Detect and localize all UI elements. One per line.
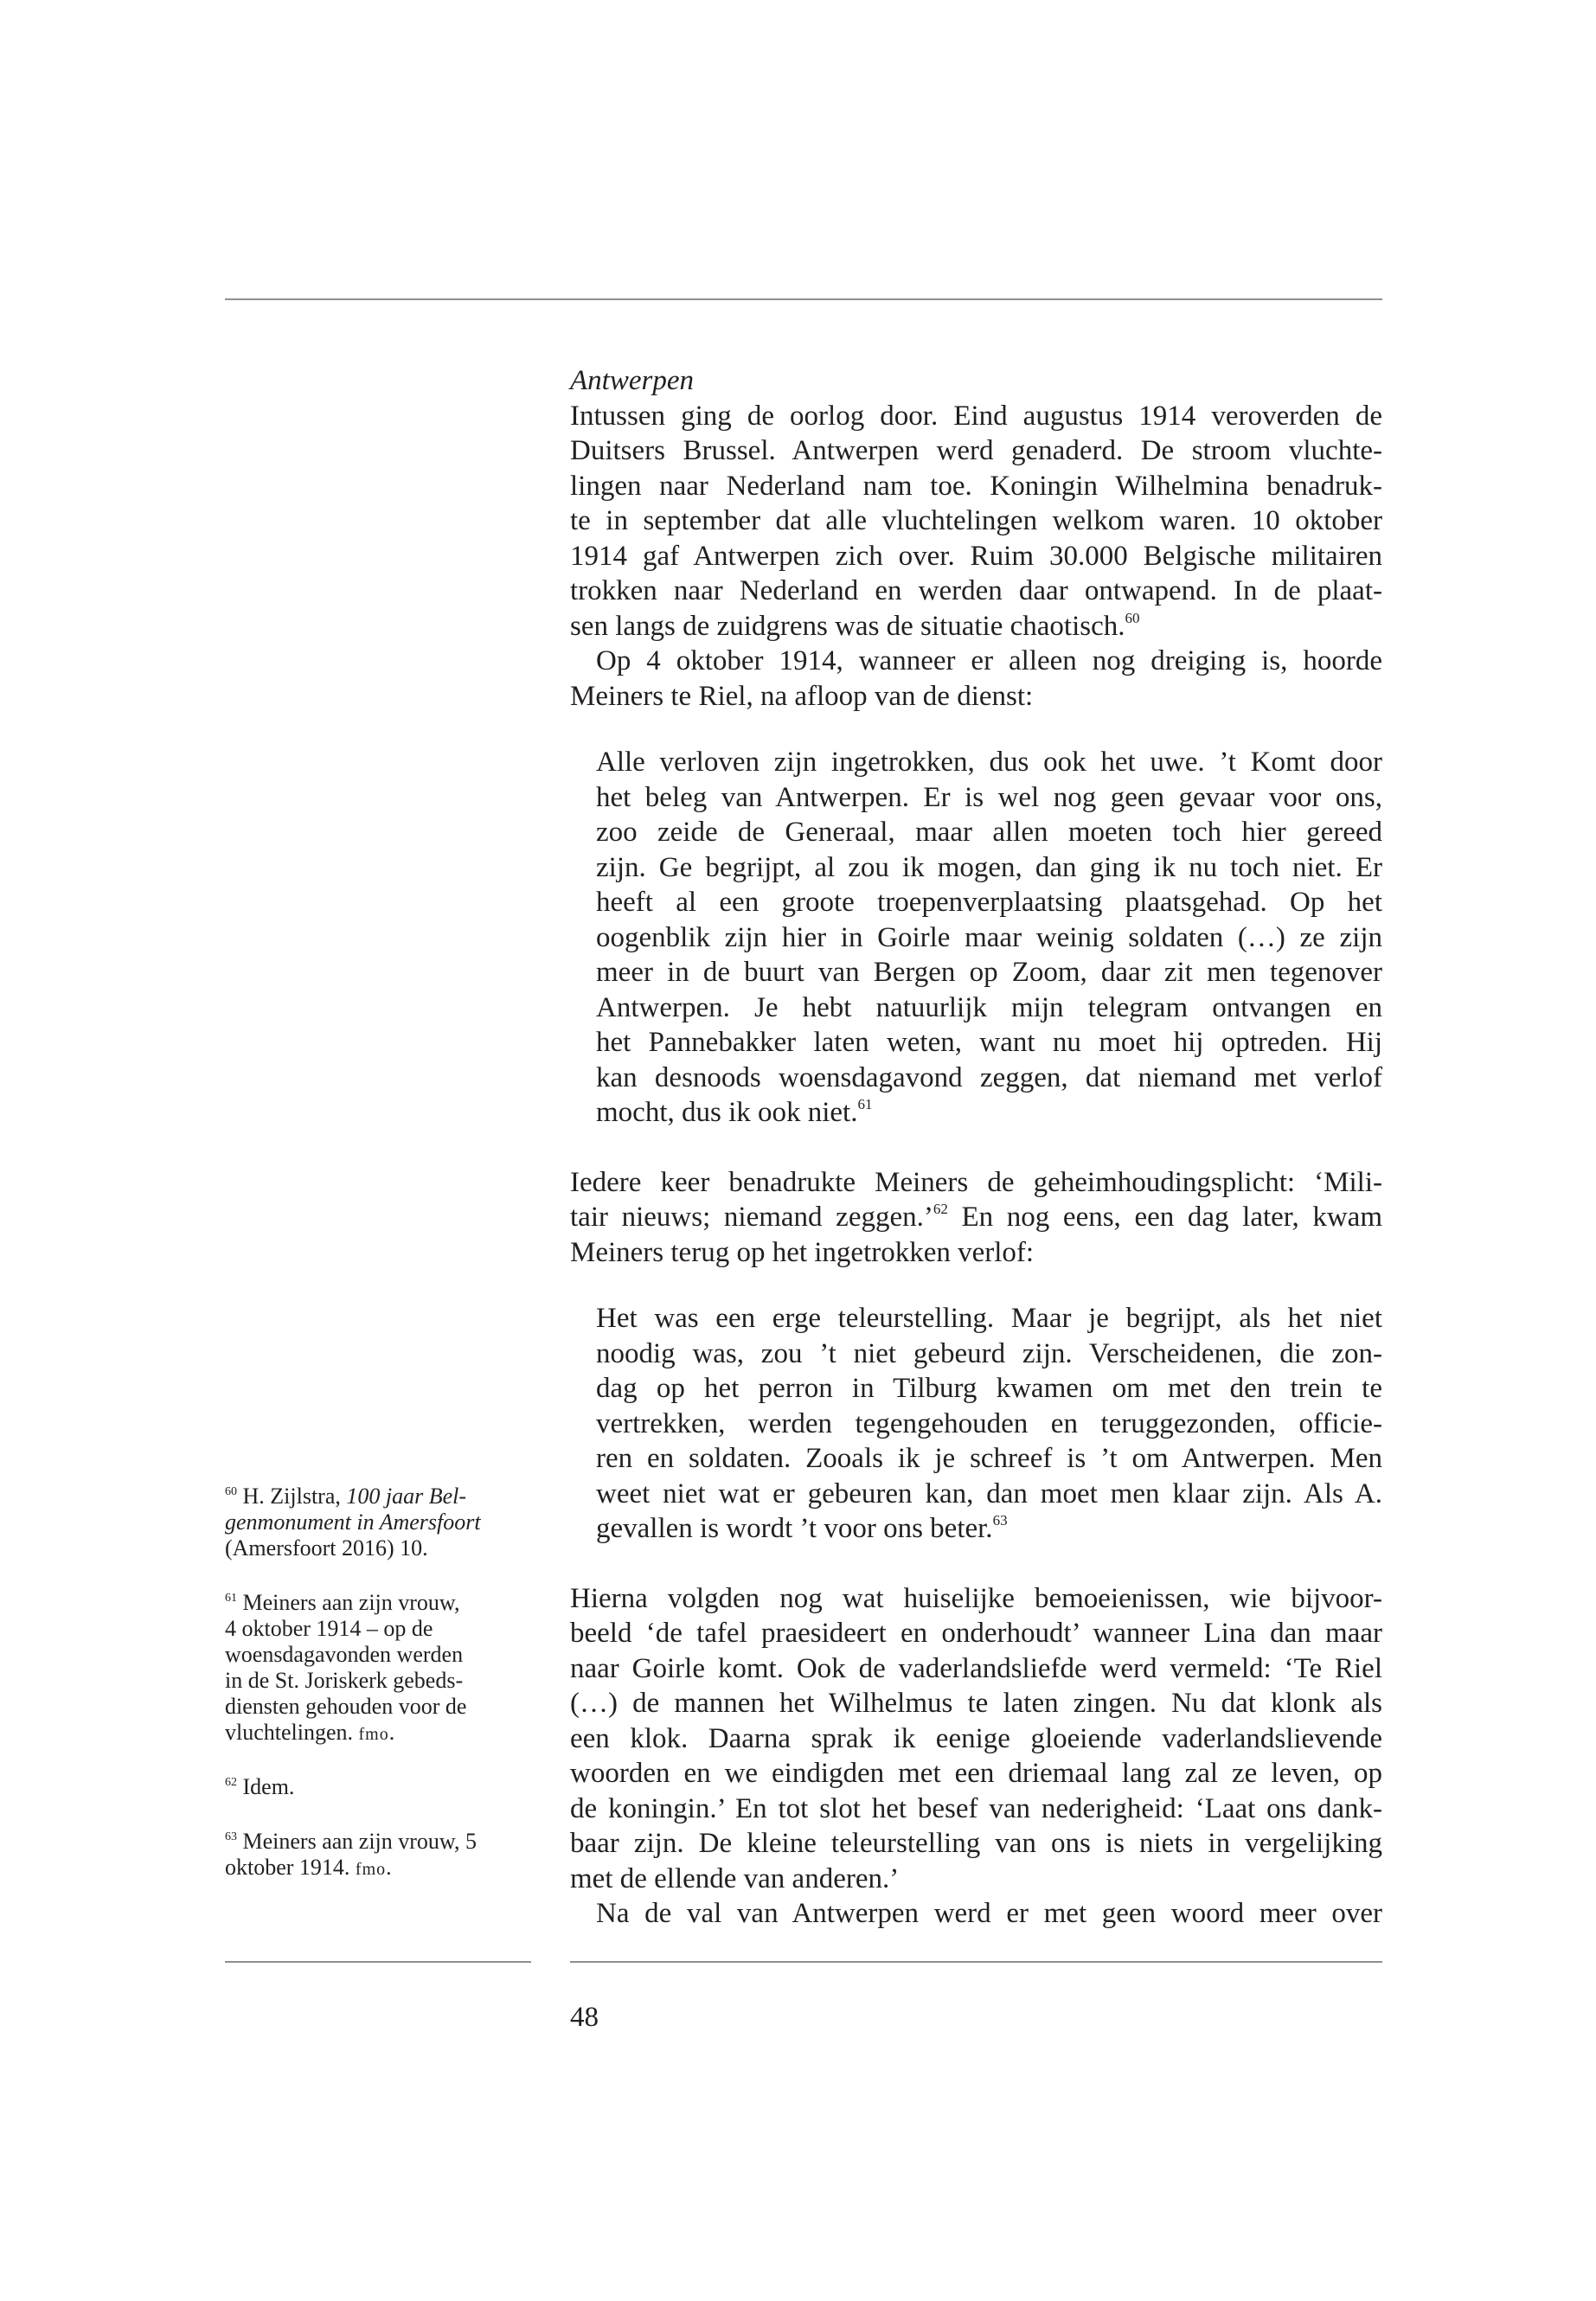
footnote-60 <box>225 1484 536 1561</box>
footnote-number: 61 <box>225 1592 237 1605</box>
quote-line: Alle verloven zijn ingetrokken, dus ook het uwe. ’t Komt door <box>596 747 1382 778</box>
text-segment: oktober 1914. <box>225 1855 356 1880</box>
paragraph-4 <box>570 1581 1382 1897</box>
text-segment: gevallen is wordt ’t voor ons beter. <box>596 1513 993 1544</box>
footnote-line: (Amersfoort 2016) 10. <box>225 1535 428 1561</box>
text-line <box>570 609 1382 644</box>
text-line: Intussen ging de oorlog door. Eind augustus 1914 veroverden de <box>570 400 1382 432</box>
quote-line: Het was een erge teleurstelling. Maar je begrijpt, als het niet <box>596 1303 1382 1334</box>
block-quote-2 <box>596 1301 1382 1547</box>
footnote-title: 100 jaar Bel- <box>346 1484 467 1509</box>
text-segment: sen langs de zuidgrens was de situatie chaotisch. <box>570 610 1125 642</box>
footnote-number: 63 <box>225 1830 237 1843</box>
quote-line: zoo zeide de Generaal, maar allen moeten toch hier gereed <box>596 817 1382 848</box>
block-quote-1 <box>596 745 1382 1131</box>
text-segment: . <box>388 1720 395 1745</box>
footnote-line: diensten gehouden voor de <box>225 1694 467 1719</box>
text-line: Na de val van Antwerpen werd er met geen woord meer over <box>596 1898 1382 1929</box>
quote-line: noodig was, zou ’t niet gebeurd zijn. Verscheidenen, die zon- <box>596 1337 1382 1369</box>
footnote-61 <box>225 1590 536 1746</box>
quote-line: het beleg van Antwerpen. Er is wel nog geen gevaar voor ons, <box>596 781 1382 813</box>
footnote-line <box>225 1509 536 1535</box>
page-number: 48 <box>570 2002 599 2033</box>
text-line: trokken naar Nederland en werden daar ontwapend. In de plaat- <box>570 575 1382 606</box>
quote-line: weet niet wat er gebeuren kan, dan moet men klaar zijn. Als A. <box>596 1477 1382 1509</box>
footnote-author: H. Zijlstra, <box>242 1484 347 1509</box>
quote-line: heeft al een groote troepenverplaatsing plaatsgehad. Op het <box>596 887 1382 918</box>
text-line: te in september dat alle vluchtelingen welkom waren. 10 oktober <box>570 505 1382 536</box>
text-line: met de ellende van anderen.’ <box>570 1862 900 1894</box>
text-segment: vluchtelingen. <box>225 1720 359 1745</box>
text-line: lingen naar Nederland nam toe. Koningin Wilhelmina benadruk- <box>570 470 1382 502</box>
footnote-number: 62 <box>225 1776 237 1789</box>
text-line: Meiners terug op het ingetrokken verlof: <box>570 1236 1035 1268</box>
text-line: Meiners te Riel, na afloop van de dienst: <box>570 680 1034 712</box>
footnote-line <box>225 1720 536 1746</box>
text-line: Duitsers Brussel. Antwerpen werd genaderd. De stroom vluchte- <box>570 435 1382 466</box>
text-segment: Meiners aan zijn vrouw, <box>242 1590 460 1615</box>
text-segment: mocht, dus ik ook niet. <box>596 1097 858 1128</box>
quote-line <box>596 1511 1382 1547</box>
text-segment: tair nieuws; niemand zeggen.’ <box>570 1202 933 1233</box>
text-line: woorden en we eindigden met een driemaal lang zal ze leven, op <box>570 1758 1382 1789</box>
text-segment: Meiners aan zijn vrouw, 5 <box>242 1829 478 1854</box>
footnote-line: in de St. Joriskerk gebeds- <box>225 1668 464 1693</box>
quote-line: vertrekken, werden tegengehouden en teruggezonden, officie- <box>596 1407 1382 1439</box>
text-line: baar zijn. De kleine teleurstelling van ons is niets in vergelijking <box>570 1828 1382 1859</box>
text-line: Op 4 oktober 1914, wanneer er alleen nog dreiging is, hoorde <box>596 645 1382 676</box>
text-line: naar Goirle komt. Ook de vaderlandsliefde werd vermeld: ‘Te Riel <box>570 1652 1382 1684</box>
footnote-ref[interactable]: 61 <box>857 1096 873 1112</box>
text-line: (…) de mannen het Wilhelmus te laten zingen. Nu dat klonk als <box>570 1688 1382 1719</box>
footnote-63 <box>225 1829 536 1881</box>
text-line: 1914 gaf Antwerpen zich over. Ruim 30.000 Belgische militairen <box>570 540 1382 572</box>
quote-line: ren en soldaten. Zooals ik je schreef is ’t om Antwerpen. Men <box>596 1443 1382 1474</box>
paragraph-3 <box>570 1165 1382 1271</box>
quote-line: meer in de buurt van Bergen op Zoom, daar zit men tegenover <box>596 957 1382 988</box>
bottom-rule <box>570 1961 1382 1963</box>
quote-line <box>596 1095 1382 1131</box>
text-line <box>570 1200 1382 1235</box>
footnote-line <box>225 1590 536 1616</box>
paragraph-5 <box>570 1896 1382 1932</box>
footnotes-column <box>225 1484 536 1909</box>
quote-line: oogenblik zijn hier in Goirle maar weinig soldaten (…) ze zijn <box>596 921 1382 953</box>
footnote-line <box>225 1774 536 1800</box>
footnote-number: 60 <box>225 1485 237 1498</box>
footnote-ref[interactable]: 60 <box>1125 609 1140 626</box>
quote-line: dag op het perron in Tilburg kwamen om met den trein te <box>596 1373 1382 1404</box>
archive-abbrev: fmo <box>355 1860 387 1879</box>
footnote-line <box>225 1855 536 1881</box>
text-segment: Idem. <box>242 1774 295 1799</box>
quote-line: zijn. Ge begrijpt, al zou ik mogen, dan ging ik nu toch niet. Er <box>596 851 1382 883</box>
text-segment: En nog eens, een dag later, kwam <box>947 1202 1382 1233</box>
quote-line: het Pannebakker laten weten, want nu moet hij optreden. Hij <box>596 1027 1382 1058</box>
footnote-rule <box>225 1961 531 1963</box>
paragraph-2 <box>570 644 1382 714</box>
footnote-62 <box>225 1774 536 1800</box>
text-line: een klok. Daarna sprak ik eenige gloeiende vaderlandslievende <box>570 1722 1382 1754</box>
top-rule <box>225 298 1382 300</box>
quote-line: Antwerpen. Je hebt natuurlijk mijn telegram ontvangen en <box>596 991 1382 1023</box>
footnote-line <box>225 1484 536 1509</box>
footnote-ref[interactable]: 63 <box>992 1512 1008 1529</box>
footnote-line: woensdagavonden werden <box>225 1642 464 1667</box>
section-heading: Antwerpen <box>570 365 694 396</box>
text-line: Iedere keer benadrukte Meiners de geheimhoudingsplicht: ‘Mili- <box>570 1166 1382 1198</box>
quote-line: kan desnoods woensdagavond zeggen, dat niemand met verlof <box>596 1061 1382 1093</box>
text-segment: . <box>386 1855 392 1880</box>
footnote-line <box>225 1829 536 1855</box>
paragraph-1 <box>570 399 1382 644</box>
text-line: de koningin.’ En tot slot het besef van nederigheid: ‘Laat ons dank- <box>570 1792 1382 1824</box>
archive-abbrev: fmo <box>358 1725 389 1744</box>
footnote-title: genmonument in Amersfoort <box>225 1509 481 1535</box>
footnote-line: 4 oktober 1914 – op de <box>225 1616 433 1641</box>
footnote-ref[interactable]: 62 <box>933 1201 948 1217</box>
main-text <box>570 363 1382 1932</box>
text-line: beeld ‘de tafel praesideert en onderhoudt’ wanneer Lina dan maar <box>570 1618 1382 1649</box>
text-line: Hierna volgden nog wat huiselijke bemoeienissen, wie bijvoor- <box>570 1582 1382 1614</box>
